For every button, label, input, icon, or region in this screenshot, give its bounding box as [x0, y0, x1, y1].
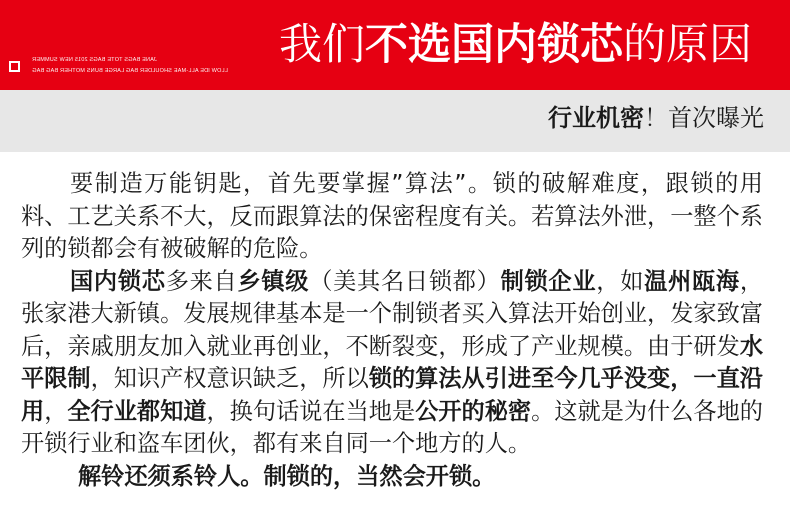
text-bold: 国内锁芯 — [70, 267, 166, 295]
text-bold: 制锁企业 — [500, 267, 597, 295]
text-bold: 全行业都知道 — [67, 397, 207, 425]
text-run: ，张家港大新镇。发展规律基本是一个制锁者买入算法开始创业，发家致富后，亲戚朋友加入就业再创业，不断裂变，形成了产业规模。由于研发 — [21, 267, 763, 360]
text-bold: 乡镇级 — [237, 267, 310, 295]
text-run: ，知识产权意识缺乏，所以 — [90, 365, 369, 392]
text-run: ，换句话说在当地是 — [206, 397, 416, 425]
text-bold: 锁的算法从引进至今几乎没变，一直沿用 — [21, 365, 763, 425]
square-logo-icon — [9, 61, 20, 72]
text-run: ，如 — [596, 267, 645, 295]
subtitle-emphasis: 行业机密 — [548, 104, 644, 132]
page-title — [279, 17, 752, 73]
title-banner — [0, 0, 790, 90]
subtitle-rest: ！首次曝光 — [644, 104, 764, 132]
paragraph-algorithm: 要制造万能钥匙，首先要掌握”算法”。锁的破解难度，跟锁的用料、工艺关系不大，反而跟算法的保密程度有关。若算法外泄，一整个系列的锁都会有被破解的危险。 — [21, 170, 763, 262]
banner-fine-print-1: JANE BAGS TOTE BAGS 2015 NEW SUMMER — [32, 57, 157, 63]
text-run: 。这就是为什么各地的开锁行业和盗车团伙，都有来自同一个地方的人。 — [21, 397, 763, 457]
subtitle — [548, 101, 764, 135]
article-body — [21, 168, 763, 493]
text-bold: 公开的秘密 — [415, 397, 532, 425]
banner-fine-print-2: LLOW IDE ALL-MAE SHOULDER BAG LARGE BUNS MOTHER BAG BAG — [32, 68, 228, 74]
closing-line: 解铃还须系铃人。制锁的，当然会开锁。 — [78, 462, 496, 490]
title-suffix: 的原因 — [623, 20, 752, 70]
title-emphasis: 不选国内锁芯 — [365, 20, 623, 70]
text-bold: 水平限制 — [21, 332, 763, 392]
text-run: ， — [44, 397, 68, 425]
title-prefix: 我们 — [279, 20, 365, 70]
text-run: 多来自 — [165, 267, 238, 295]
text-bold: 温州瓯海 — [644, 267, 740, 295]
paragraph-domestic-cores — [21, 266, 763, 461]
text-run: （美其名日锁都） — [309, 267, 501, 295]
